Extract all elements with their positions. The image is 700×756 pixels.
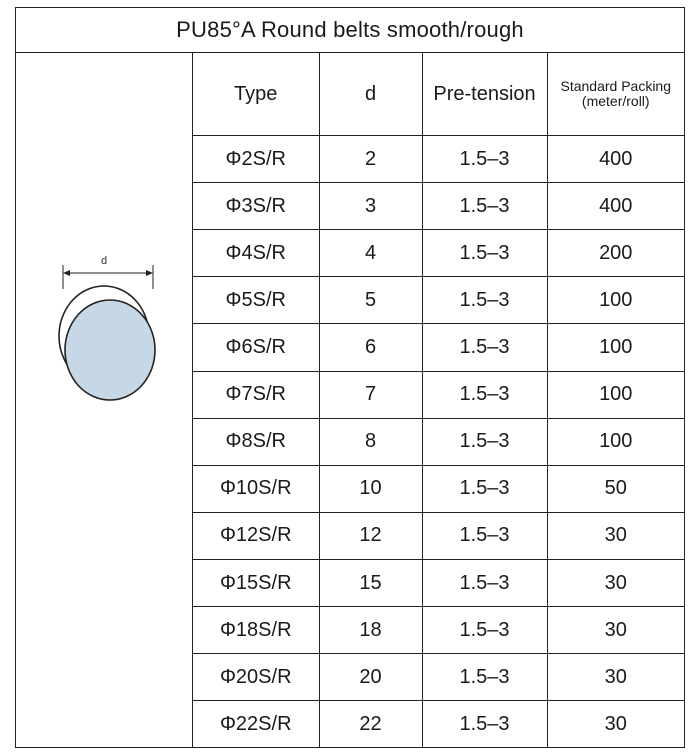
cell-pretension: 1.5–3 <box>422 277 547 324</box>
cell-type: Φ6S/R <box>193 324 319 371</box>
cell-d: 3 <box>319 183 422 230</box>
cell-type: Φ5S/R <box>193 277 319 324</box>
cell-type: Φ8S/R <box>193 418 319 465</box>
header-packing-line2: (meter/roll) <box>581 93 650 109</box>
header-packing-line1: Standard Packing <box>560 78 672 94</box>
cell-pretension: 1.5–3 <box>422 465 547 512</box>
cell-type: Φ20S/R <box>193 654 319 701</box>
table-row <box>193 512 684 559</box>
header-pretension: Pre-tension <box>422 53 547 136</box>
cell-packing: 400 <box>547 136 684 183</box>
cell-packing: 30 <box>547 512 684 559</box>
spec-table <box>193 53 684 747</box>
cell-type: Φ15S/R <box>193 559 319 606</box>
belt-figure-cell <box>16 53 193 747</box>
header-packing <box>547 53 684 136</box>
cell-d: 6 <box>319 324 422 371</box>
cell-pretension: 1.5–3 <box>422 136 547 183</box>
cell-type: Φ3S/R <box>193 183 319 230</box>
cell-packing: 100 <box>547 277 684 324</box>
cell-d: 18 <box>319 607 422 654</box>
table-row <box>193 324 684 371</box>
cell-type: Φ18S/R <box>193 607 319 654</box>
cell-d: 8 <box>319 418 422 465</box>
cell-pretension: 1.5–3 <box>422 371 547 418</box>
cell-type: Φ22S/R <box>193 701 319 747</box>
cell-packing: 200 <box>547 230 684 277</box>
cell-type: Φ12S/R <box>193 512 319 559</box>
cell-d: 10 <box>319 465 422 512</box>
cell-packing: 100 <box>547 418 684 465</box>
cell-d: 20 <box>319 654 422 701</box>
table-row <box>193 136 684 183</box>
table-row <box>193 701 684 747</box>
cell-type: Φ7S/R <box>193 371 319 418</box>
cell-d: 7 <box>319 371 422 418</box>
table-row <box>193 465 684 512</box>
table-row <box>193 230 684 277</box>
cell-d: 5 <box>319 277 422 324</box>
cell-pretension: 1.5–3 <box>422 230 547 277</box>
cell-packing: 30 <box>547 654 684 701</box>
round-belt-diagram <box>16 53 193 747</box>
cell-pretension: 1.5–3 <box>422 512 547 559</box>
header-d: d <box>319 53 422 136</box>
cell-pretension: 1.5–3 <box>422 654 547 701</box>
cell-pretension: 1.5–3 <box>422 559 547 606</box>
dimension-label-d: d <box>101 255 108 267</box>
cell-d: 22 <box>319 701 422 747</box>
cell-packing: 100 <box>547 324 684 371</box>
table-row <box>193 654 684 701</box>
cell-packing: 50 <box>547 465 684 512</box>
cell-pretension: 1.5–3 <box>422 324 547 371</box>
cell-packing: 30 <box>547 559 684 606</box>
cell-type: Φ4S/R <box>193 230 319 277</box>
cell-d: 15 <box>319 559 422 606</box>
table-row <box>193 559 684 606</box>
header-type: Type <box>193 53 319 136</box>
spec-sheet <box>15 7 685 748</box>
cell-type: Φ10S/R <box>193 465 319 512</box>
cell-packing: 30 <box>547 701 684 747</box>
table-row <box>193 418 684 465</box>
table-row <box>193 607 684 654</box>
cell-pretension: 1.5–3 <box>422 701 547 747</box>
spec-body <box>193 136 684 748</box>
cell-packing: 30 <box>547 607 684 654</box>
cell-pretension: 1.5–3 <box>422 607 547 654</box>
table-row <box>193 183 684 230</box>
cell-packing: 100 <box>547 371 684 418</box>
cell-d: 2 <box>319 136 422 183</box>
cell-type: Φ2S/R <box>193 136 319 183</box>
cell-pretension: 1.5–3 <box>422 183 547 230</box>
cell-pretension: 1.5–3 <box>422 418 547 465</box>
cell-d: 12 <box>319 512 422 559</box>
page-title: PU85°A Round belts smooth/rough <box>16 8 684 53</box>
table-row <box>193 371 684 418</box>
cell-d: 4 <box>319 230 422 277</box>
cell-packing: 400 <box>547 183 684 230</box>
header-row <box>193 53 684 136</box>
table-row <box>193 277 684 324</box>
